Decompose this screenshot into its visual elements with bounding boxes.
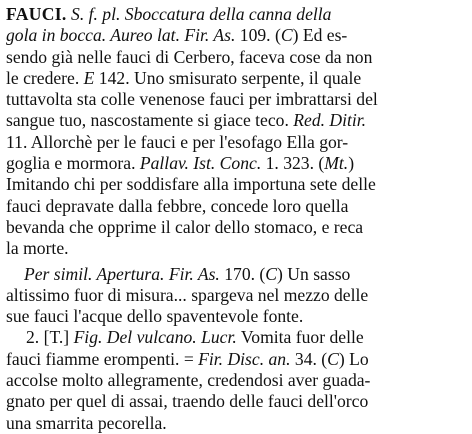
sense-figurative-opening [6,264,468,328]
text-run: ) [348,153,355,174]
text-run: Vomita fuor delle [236,327,364,348]
text-run: E [83,67,95,88]
text-run: ) Un sasso [277,263,351,284]
text-run: Pallav. Ist. Conc. [139,153,262,174]
text-run: la morte. [6,238,69,259]
text-run: ) Lo [338,348,369,369]
text-run: 34. ( [290,348,328,369]
text-run: 109. ( [235,25,281,46]
text-run: 142. Uno smisurato serpente, il quale [94,67,362,88]
text-run: Fig. Del vulcano. Lucr. [73,327,237,348]
text-line [6,47,468,68]
text-run: tuttavolta sta colle venenose fauci per imbrattarsi del [6,89,378,110]
text-run: C [327,348,339,369]
text-run: gola in bocca. Aureo lat. Fir. As. [6,25,236,46]
text-run: sue fauci l'acque dello spaventevole fonte. [6,306,304,327]
text-line [6,306,468,327]
text-run: C [280,25,293,46]
text-run: Per simil. Apertura. Fir. As. [24,263,220,284]
text-run: 170. ( [219,263,266,284]
text-run: una smarrita pecorella. [6,412,167,433]
text-line [6,370,468,391]
text-line [6,89,468,110]
text-run: fauci depravate dalla febbre, concede loro quella [6,195,349,216]
text-run: C [265,263,278,284]
text-line [6,196,468,217]
text-line [24,264,468,285]
text-run: accolse molto allegramente, credendosi aver guada- [6,370,371,391]
text-run: 11. Allorchè per le fauci e per l'esofago Ella gor- [6,131,349,152]
text-line [6,391,468,412]
text-line [6,238,468,259]
text-line [6,217,468,238]
text-run: sendo già nelle fauci di Cerbero, faceva cose da non [6,46,373,67]
text-line [6,110,468,131]
text-run: Fir. Disc. an. [198,348,291,369]
text-line [6,4,468,25]
text-line [6,132,468,153]
text-line [6,174,468,195]
entry-main [6,4,468,260]
text-run: Imitando chi per soddisfare alla importuna sete delle [6,174,376,195]
text-line [6,25,468,46]
text-run: 2. [T.] [26,327,74,348]
dictionary-page [6,4,468,434]
text-line [6,68,468,89]
text-line [26,327,468,348]
text-run: sangue tuo, nascostamente si giace teco. [6,110,294,131]
text-run: Red. Ditir. [293,110,367,131]
headword: FAUCI. [6,4,67,24]
text-run: goglia e mormora. [6,153,140,174]
text-run: gnato per quel di assai, traendo delle fauci dell'orco [6,391,369,412]
text-run: altissimo fuor di misura... spargeva nel mezzo delle [6,284,369,305]
text-run: le credere. [6,67,84,88]
text-run: bevanda che opprime il calor dello stomaco, e reca [6,216,364,237]
text-line [6,349,468,370]
sense-2-volcano [6,327,468,433]
text-run: 1. 323. ( [261,153,325,174]
text-run: Mt. [324,153,349,174]
text-run: fauci fiamme erompenti. = [6,348,199,369]
text-line [6,285,468,306]
text-line [6,413,468,434]
text-run: S. f. pl. Sboccatura della canna della [71,4,332,24]
text-run: ) Ed es- [292,25,348,46]
text-line [6,153,468,174]
